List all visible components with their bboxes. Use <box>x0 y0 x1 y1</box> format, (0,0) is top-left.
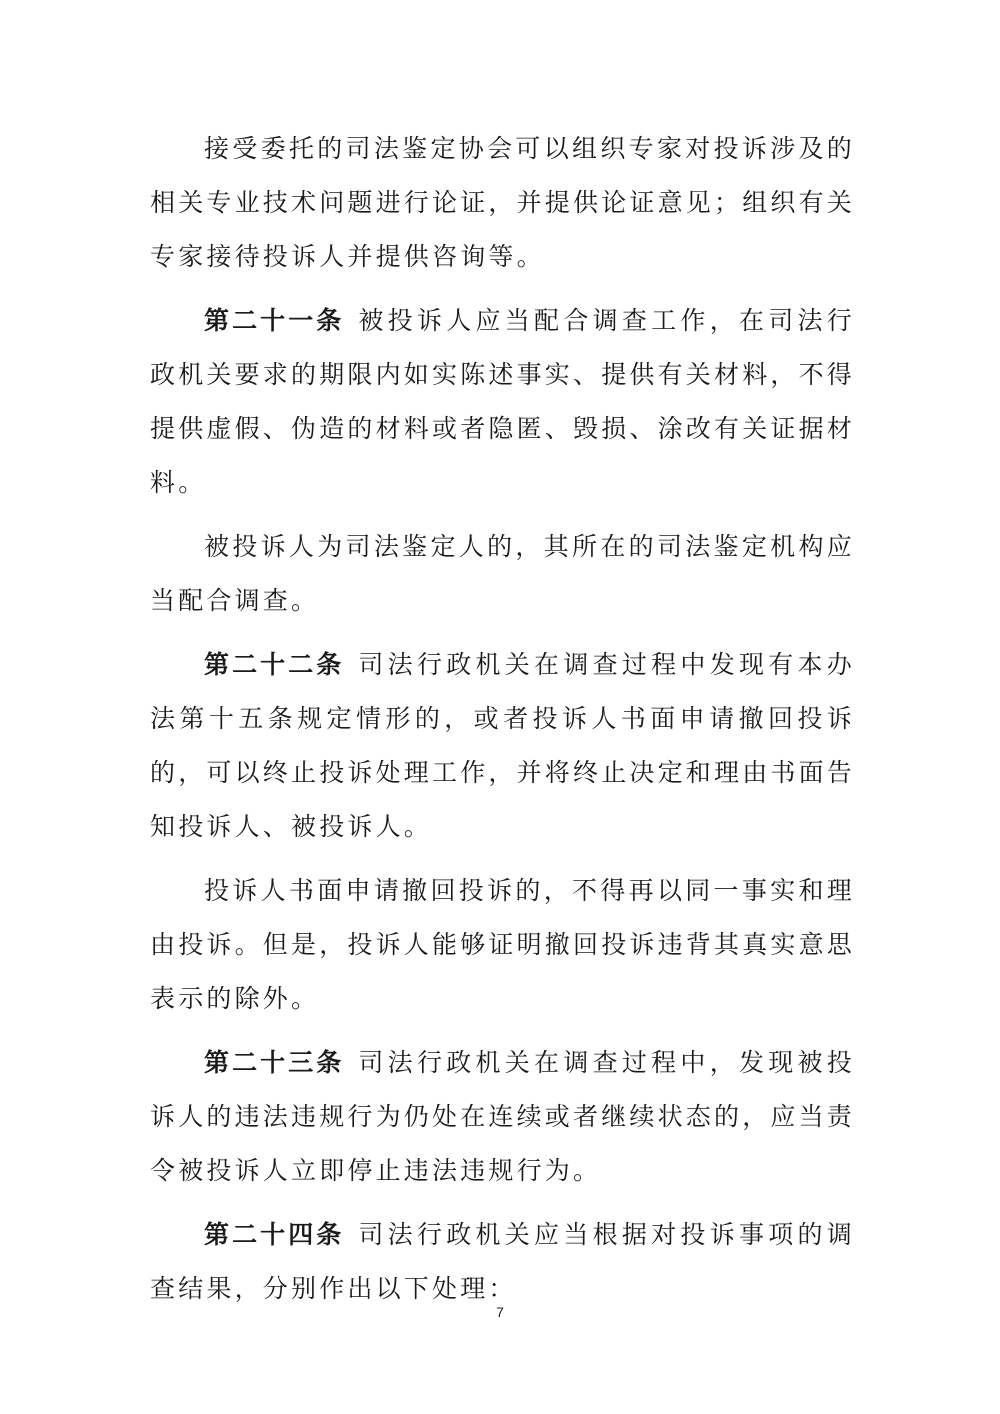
paragraph-text: 被投诉人为司法鉴定人的，其所在的司法鉴定机构应当配合调查。 <box>150 532 855 615</box>
article-heading: 第二十二条 <box>204 650 345 679</box>
article-heading: 第二十四条 <box>204 1220 345 1249</box>
paragraph-article-23 <box>150 1036 855 1198</box>
paragraph-expert-consultation <box>150 122 855 284</box>
paragraph-article-22-cont <box>150 864 855 1026</box>
document-page <box>150 122 855 1326</box>
page-number: 7 <box>496 1304 504 1320</box>
paragraph-text: 司法行政机关在调查过程中发现有本办法第十五条规定情形的，或者投诉人书面申请撤回投诉的，可以终止投诉处理工作，并将终止决定和理由书面告知投诉人、被投诉人。 <box>150 650 856 841</box>
paragraph-text: 被投诉人应当配合调查工作，在司法行政机关要求的期限内如实陈述事实、提供有关材料，不得提供虚假、伪造的材料或者隐匿、毁损、涂改有关证据材料。 <box>150 306 856 497</box>
paragraph-text: 司法行政机关在调查过程中，发现被投诉人的违法违规行为仍处在连续或者继续状态的，应当责令被投诉人立即停止违法违规行为。 <box>150 1048 856 1185</box>
paragraph-article-22 <box>150 638 855 854</box>
article-heading: 第二十一条 <box>204 306 345 335</box>
paragraph-article-24 <box>150 1208 855 1316</box>
paragraph-text: 投诉人书面申请撤回投诉的，不得再以同一事实和理由投诉。但是，投诉人能够证明撤回投诉违背其真实意思表示的除外。 <box>150 876 856 1013</box>
article-heading: 第二十三条 <box>204 1048 345 1077</box>
paragraph-text: 司法行政机关应当根据对投诉事项的调查结果，分别作出以下处理： <box>150 1220 855 1303</box>
paragraph-article-21 <box>150 294 855 510</box>
paragraph-text: 接受委托的司法鉴定协会可以组织专家对投诉涉及的相关专业技术问题进行论证，并提供论证意见；组织有关专家接待投诉人并提供咨询等。 <box>150 134 856 271</box>
paragraph-article-21-cont <box>150 520 855 628</box>
